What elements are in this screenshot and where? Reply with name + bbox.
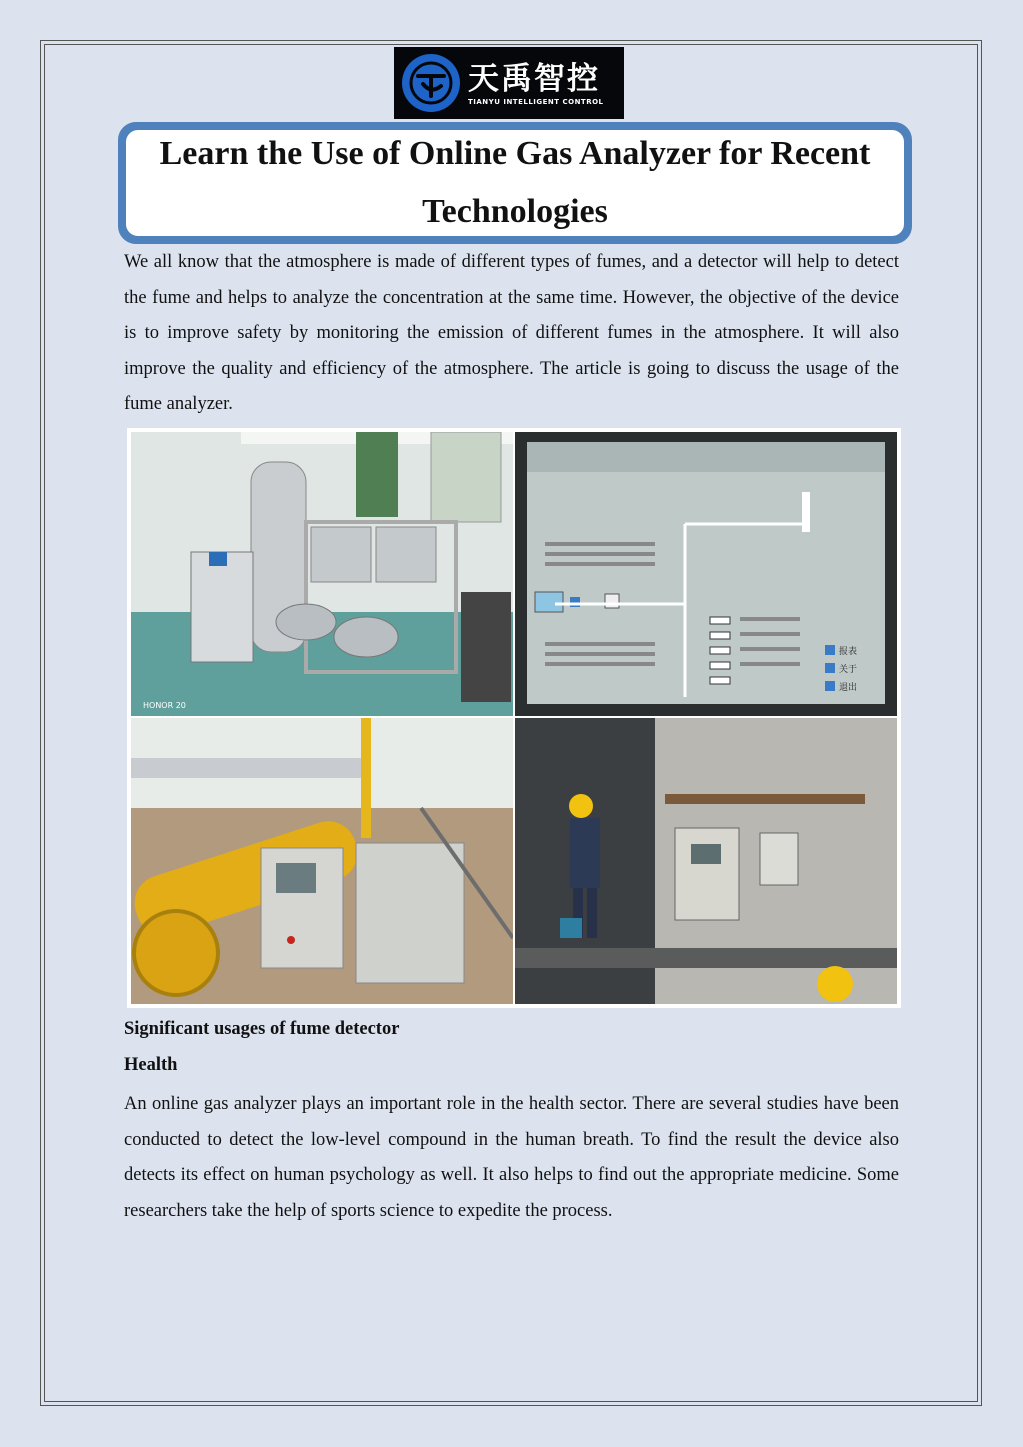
logo-brand-cn: 天禹智控: [468, 61, 600, 97]
page-title: Learn the Use of Online Gas Analyzer for Recent Technologies: [159, 135, 871, 230]
photo-worker-installation: [515, 718, 897, 1004]
photo-pipeline-cabinets: [131, 718, 513, 1004]
intro-paragraph: We all know that the atmosphere is made of different types of fumes, and a detector will help to detect the fume and helps to analyze the concentration at the same time. However, the objective of the device is to improve safety by monitoring the emission of different fumes in the atmosphere. It will also improve the quality and efficiency of the atmosphere. The article is going to discuss the usage of the fume analyzer.: [124, 252, 899, 414]
photo-lab-analyzer: [131, 432, 513, 716]
title-box: [118, 122, 912, 244]
screen-button-exit: 退出: [839, 683, 858, 693]
photo-collage: [127, 428, 901, 1008]
brand-logo: [394, 47, 624, 119]
camera-watermark: HONOR 20: [143, 701, 186, 710]
screen-button-about: 关于: [839, 665, 858, 675]
logo-mark-icon: [402, 54, 460, 112]
logo-brand-en: TIANYU INTELLIGENT CONTROL: [468, 98, 604, 106]
health-paragraph: An online gas analyzer plays an important role in the health sector. There are several studies have been conducted to detect the low-level compound in the human breath. To find the result the device also detects its effect on human psychology as well. It also helps to find out the appropriate medicine. Some researchers take the help of sports science to expedite the process.: [124, 1094, 899, 1221]
screen-button-report: 报表: [839, 647, 858, 657]
subheading-health: Health: [124, 1055, 178, 1075]
photo-monitor-screen: [515, 432, 897, 716]
section-heading: Significant usages of fume detector: [124, 1019, 400, 1039]
